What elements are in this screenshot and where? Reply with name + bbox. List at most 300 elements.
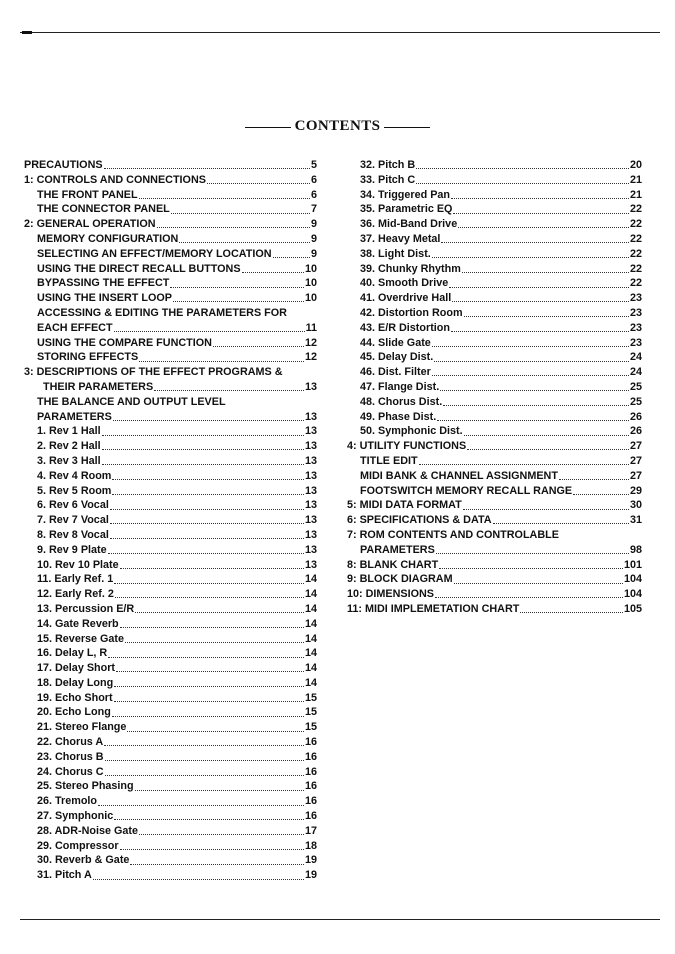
toc-leader-dots	[104, 168, 310, 169]
toc-entry[interactable]	[347, 202, 642, 217]
toc-leader-dots	[135, 790, 304, 791]
toc-entry[interactable]	[24, 868, 317, 883]
toc-page-number: 105	[623, 602, 642, 615]
toc-entry[interactable]	[24, 572, 317, 587]
toc-entry-label: 16. Delay L, R	[37, 647, 108, 660]
toc-entry-label: TITLE EDIT	[360, 454, 418, 467]
toc-leader-dots	[273, 257, 310, 258]
toc-page-number: 22	[629, 247, 642, 260]
toc-entry[interactable]	[24, 765, 317, 780]
toc-entry-label: 28. ADR-Noise Gate	[37, 824, 138, 837]
toc-leader-dots	[520, 612, 623, 613]
toc-entry-label: 46. Dist. Filter	[360, 366, 431, 379]
toc-entry-label: STORING EFFECTS	[37, 351, 139, 364]
toc-leader-dots	[419, 464, 629, 465]
toc-leader-dots	[463, 509, 629, 510]
toc-entry[interactable]	[24, 439, 317, 454]
toc-entry-label: BYPASSING THE EFFECT	[37, 277, 170, 290]
toc-leader-dots	[432, 257, 629, 258]
toc-leader-dots	[467, 449, 629, 450]
toc-entry-label: 36. Mid-Band Drive	[360, 218, 458, 231]
toc-page-number: 16	[304, 765, 317, 778]
toc-entry[interactable]	[347, 232, 642, 247]
toc-page-number: 10	[304, 277, 317, 290]
toc-page-number: 16	[304, 736, 317, 749]
toc-leader-dots	[416, 183, 629, 184]
toc-entry-label: 10. Rev 10 Plate	[37, 558, 119, 571]
toc-leader-dots	[170, 287, 304, 288]
toc-entry[interactable]	[347, 276, 642, 291]
toc-entry[interactable]	[24, 484, 317, 499]
toc-entry-label: 42. Distortion Room	[360, 306, 463, 319]
toc-page-number: 13	[304, 440, 317, 453]
toc-leader-dots	[98, 805, 304, 806]
toc-entry-label: 34. Triggered Pan	[360, 188, 451, 201]
toc-entry-label: PARAMETERS	[360, 543, 435, 556]
toc-leader-dots	[116, 671, 304, 672]
toc-page-number: 13	[304, 380, 317, 393]
toc-entry-label: 17. Delay Short	[37, 662, 116, 675]
toc-entry-label: 11. Early Ref. 1	[37, 573, 114, 586]
toc-leader-dots	[493, 523, 629, 524]
toc-entry[interactable]	[347, 321, 642, 336]
toc-entry-label: 6: SPECIFICATIONS & DATA	[347, 514, 492, 527]
toc-page-number: 23	[629, 292, 642, 305]
toc-leader-dots	[102, 449, 304, 450]
toc-leader-dots	[435, 597, 623, 598]
toc-leader-dots	[453, 213, 629, 214]
toc-page-number: 9	[310, 232, 317, 245]
toc-entry-label: 11: MIDI IMPLEMETATION CHART	[347, 602, 520, 615]
toc-leader-dots	[112, 494, 304, 495]
toc-entry[interactable]	[24, 705, 317, 720]
toc-entry-label: 47. Flange Dist.	[360, 380, 440, 393]
toc-leader-dots	[454, 583, 623, 584]
toc-page-number: 6	[310, 173, 317, 186]
toc-entry[interactable]	[24, 306, 317, 321]
toc-page-number: 16	[304, 750, 317, 763]
toc-entry[interactable]	[24, 676, 317, 691]
toc-entry[interactable]	[347, 558, 642, 573]
toc-entry-label: 5: MIDI DATA FORMAT	[347, 499, 462, 512]
toc-page-number: 9	[310, 247, 317, 260]
toc-page-number: 18	[304, 839, 317, 852]
toc-entry[interactable]	[24, 602, 317, 617]
toc-entry[interactable]	[347, 484, 642, 499]
toc-page-number: 23	[629, 336, 642, 349]
toc-leader-dots	[443, 405, 629, 406]
toc-entry[interactable]	[347, 454, 642, 469]
toc-entry-label: 12. Early Ref. 2	[37, 588, 114, 601]
toc-page-number: 13	[304, 543, 317, 556]
toc-entry[interactable]	[24, 395, 317, 410]
toc-entry-label: 5. Rev 5 Room	[37, 484, 112, 497]
contents-heading	[0, 118, 675, 135]
toc-entry[interactable]	[347, 173, 642, 188]
toc-page-number: 13	[304, 425, 317, 438]
toc-page-number: 13	[304, 514, 317, 527]
toc-page-number: 10	[304, 262, 317, 275]
toc-page-number: 104	[623, 588, 642, 601]
toc-page-number: 5	[310, 159, 317, 171]
toc-entry-label: 9. Rev 9 Plate	[37, 543, 107, 556]
toc-entry[interactable]	[24, 809, 317, 824]
toc-entry-label: 1. Rev 1 Hall	[37, 425, 101, 438]
toc-leader-dots	[130, 864, 304, 865]
toc-page-number: 15	[304, 691, 317, 704]
toc-entry-label: 25. Stereo Phasing	[37, 780, 134, 793]
toc-page-number: 16	[304, 810, 317, 823]
toc-page-number: 23	[629, 321, 642, 334]
toc-page-number: 15	[304, 706, 317, 719]
toc-entry[interactable]	[347, 350, 642, 365]
toc-page-number: 7	[310, 203, 317, 216]
toc-page-number: 21	[629, 173, 642, 186]
toc-page-number: 104	[623, 573, 642, 586]
toc-right-column	[347, 158, 642, 617]
toc-leader-dots	[157, 227, 310, 228]
toc-entry[interactable]	[24, 794, 317, 809]
toc-page-number: 14	[304, 632, 317, 645]
toc-entry-label: 43. E/R Distortion	[360, 321, 450, 334]
toc-leader-dots	[120, 849, 304, 850]
toc-leader-dots	[110, 523, 304, 524]
toc-entry-label: 8. Rev 8 Vocal	[37, 528, 109, 541]
toc-leader-dots	[207, 183, 310, 184]
toc-entry[interactable]	[24, 498, 317, 513]
toc-page-number: 98	[629, 543, 642, 556]
toc-page-number: 30	[629, 499, 642, 512]
toc-page-number: 26	[629, 425, 642, 438]
toc-entry-label: 35. Parametric EQ	[360, 203, 453, 216]
toc-entry[interactable]	[347, 380, 642, 395]
toc-leader-dots	[113, 420, 304, 421]
toc-page-number: 14	[304, 647, 317, 660]
toc-page-number: 23	[629, 306, 642, 319]
toc-entry[interactable]	[347, 395, 642, 410]
toc-entry-label: 30. Reverb & Gate	[37, 854, 130, 867]
toc-entry-label: 22. Chorus A	[37, 736, 104, 749]
toc-entry[interactable]	[347, 365, 642, 380]
toc-page-number: 13	[304, 499, 317, 512]
toc-entry[interactable]	[347, 543, 642, 558]
toc-leader-dots	[127, 731, 304, 732]
toc-leader-dots	[432, 346, 629, 347]
toc-entry-label: EACH EFFECT	[37, 321, 113, 334]
toc-entry-label: 14. Gate Reverb	[37, 617, 119, 630]
toc-page-number: 27	[629, 454, 642, 467]
toc-leader-dots	[110, 538, 304, 539]
toc-entry[interactable]	[24, 365, 317, 380]
toc-entry[interactable]	[347, 424, 642, 439]
toc-entry-label: 29. Compressor	[37, 839, 119, 852]
toc-leader-dots	[440, 390, 629, 391]
toc-entry-label: 48. Chorus Dist.	[360, 395, 443, 408]
toc-entry[interactable]	[24, 469, 317, 484]
toc-entry-label: PARAMETERS	[37, 410, 112, 423]
toc-entry[interactable]	[24, 173, 317, 188]
toc-page-number: 14	[304, 676, 317, 689]
toc-page-number: 13	[304, 410, 317, 423]
toc-leader-dots	[104, 745, 304, 746]
toc-page-number: 22	[629, 277, 642, 290]
toc-leader-dots	[213, 346, 304, 347]
toc-entry[interactable]	[24, 558, 317, 573]
toc-entry-label: 4. Rev 4 Room	[37, 469, 112, 482]
toc-leader-dots	[573, 494, 629, 495]
toc-page-number: 19	[304, 869, 317, 882]
toc-entry[interactable]	[24, 217, 317, 232]
toc-entry[interactable]	[24, 779, 317, 794]
toc-entry-label: PRECAUTIONS	[24, 159, 103, 171]
toc-page-number: 12	[304, 351, 317, 364]
toc-page-number: 27	[629, 469, 642, 482]
toc-page-number: 25	[629, 380, 642, 393]
toc-entry[interactable]	[347, 602, 642, 617]
toc-entry[interactable]	[24, 336, 317, 351]
toc-entry[interactable]	[24, 410, 317, 425]
toc-entry[interactable]	[347, 587, 642, 602]
toc-page-number: 31	[629, 514, 642, 527]
toc-leader-dots	[452, 301, 629, 302]
toc-leader-dots	[105, 760, 304, 761]
toc-entry-label: 26. Tremolo	[37, 795, 98, 808]
toc-entry[interactable]	[347, 247, 642, 262]
toc-entry[interactable]	[24, 839, 317, 854]
toc-leader-dots	[102, 464, 304, 465]
toc-page-number: 6	[310, 188, 317, 201]
toc-page-number: 15	[304, 721, 317, 734]
toc-entry-label: 45. Delay Dist.	[360, 351, 434, 364]
toc-entry-label: 49. Phase Dist.	[360, 410, 437, 423]
top-rule-mark	[22, 31, 32, 34]
toc-page-number: 13	[304, 484, 317, 497]
toc-entry-label: SELECTING AN EFFECT/MEMORY LOCATION	[37, 247, 272, 260]
toc-page-number: 22	[629, 232, 642, 245]
toc-entry[interactable]	[347, 336, 642, 351]
toc-entry[interactable]	[347, 217, 642, 232]
toc-entry[interactable]	[347, 188, 642, 203]
toc-entry-label: 3. Rev 3 Hall	[37, 454, 101, 467]
toc-entry[interactable]	[347, 306, 642, 321]
toc-leader-dots	[139, 198, 310, 199]
title-rule-left	[245, 127, 291, 128]
toc-leader-dots	[464, 435, 629, 436]
toc-entry-label: USING THE COMPARE FUNCTION	[37, 336, 212, 349]
toc-page-number: 22	[629, 218, 642, 231]
toc-page-number: 14	[304, 573, 317, 586]
toc-entry[interactable]	[24, 247, 317, 262]
toc-entry-label: MIDI BANK & CHANNEL ASSIGNMENT	[360, 469, 558, 482]
toc-leader-dots	[125, 642, 304, 643]
toc-entry[interactable]	[24, 543, 317, 558]
toc-entry-label: ACCESSING & EDITING THE PARAMETERS FOR	[37, 306, 287, 319]
toc-leader-dots	[105, 775, 304, 776]
toc-entry[interactable]	[347, 410, 642, 425]
toc-entry-label: 44. Slide Gate	[360, 336, 431, 349]
toc-entry[interactable]	[24, 350, 317, 365]
toc-entry-label: 37. Heavy Metal	[360, 232, 441, 245]
toc-entry[interactable]	[24, 454, 317, 469]
toc-entry[interactable]	[347, 498, 642, 513]
toc-entry-label: 27. Symphonic	[37, 810, 114, 823]
toc-entry-label: 4: UTILITY FUNCTIONS	[347, 440, 467, 453]
toc-leader-dots	[462, 272, 629, 273]
toc-page-number: 25	[629, 395, 642, 408]
toc-entry[interactable]	[24, 691, 317, 706]
toc-entry-label: 8: BLANK CHART	[347, 558, 439, 571]
toc-entry[interactable]	[24, 276, 317, 291]
toc-leader-dots	[171, 213, 310, 214]
toc-entry-label: 1: CONTROLS AND CONNECTIONS	[24, 173, 206, 186]
toc-leader-dots	[139, 834, 304, 835]
toc-entry[interactable]	[24, 380, 317, 395]
toc-entry-label: THE BALANCE AND OUTPUT LEVEL	[37, 395, 226, 408]
toc-page-number: 24	[629, 366, 642, 379]
toc-entry[interactable]	[347, 513, 642, 528]
toc-entry-label: 38. Light Dist.	[360, 247, 431, 260]
toc-entry-label: 6. Rev 6 Vocal	[37, 499, 109, 512]
toc-page-number: 101	[623, 558, 642, 571]
toc-leader-dots	[114, 701, 304, 702]
toc-entry[interactable]	[24, 528, 317, 543]
top-rule	[20, 32, 660, 33]
toc-entry-label: 23. Chorus B	[37, 750, 104, 763]
toc-leader-dots	[416, 168, 629, 169]
page-title: CONTENTS	[294, 118, 381, 134]
toc-entry[interactable]	[347, 439, 642, 454]
toc-entry[interactable]	[24, 262, 317, 277]
toc-entry-label: 15. Reverse Gate	[37, 632, 125, 645]
toc-page-number: 12	[304, 336, 317, 349]
toc-entry[interactable]	[24, 617, 317, 632]
toc-entry[interactable]	[24, 202, 317, 217]
toc-entry[interactable]	[347, 469, 642, 484]
toc-leader-dots	[115, 597, 304, 598]
toc-leader-dots	[114, 331, 305, 332]
toc-entry[interactable]	[24, 646, 317, 661]
toc-page-number: 16	[304, 780, 317, 793]
toc-entry-label: 24. Chorus C	[37, 765, 104, 778]
toc-page-number: 13	[304, 528, 317, 541]
toc-leader-dots	[449, 287, 629, 288]
toc-left-column	[24, 158, 317, 883]
toc-entry[interactable]	[24, 735, 317, 750]
toc-leader-dots	[114, 819, 304, 820]
toc-entry-label: MEMORY CONFIGURATION	[37, 232, 179, 245]
toc-entry-label: 32. Pitch B	[360, 159, 416, 171]
toc-leader-dots	[135, 612, 304, 613]
toc-entry[interactable]	[347, 158, 642, 173]
toc-leader-dots	[112, 716, 304, 717]
toc-entry-label: 40. Smooth Drive	[360, 277, 449, 290]
toc-page-number: 9	[310, 218, 317, 231]
toc-leader-dots	[179, 242, 310, 243]
toc-page-number: 29	[629, 484, 642, 497]
toc-entry[interactable]	[24, 232, 317, 247]
toc-leader-dots	[112, 479, 304, 480]
toc-leader-dots	[436, 553, 629, 554]
toc-page-number: 14	[304, 662, 317, 675]
toc-leader-dots	[114, 686, 304, 687]
toc-entry[interactable]	[347, 572, 642, 587]
toc-page-number: 14	[304, 602, 317, 615]
toc-leader-dots	[108, 553, 304, 554]
toc-entry-label: 10: DIMENSIONS	[347, 588, 434, 601]
toc-entry-label: 31. Pitch A	[37, 869, 92, 882]
toc-entry-label: 9: BLOCK DIAGRAM	[347, 573, 453, 586]
toc-entry[interactable]	[24, 824, 317, 839]
toc-entry[interactable]	[24, 587, 317, 602]
toc-entry-label: 18. Delay Long	[37, 676, 114, 689]
toc-entry-label: FOOTSWITCH MEMORY RECALL RANGE	[360, 484, 573, 497]
toc-leader-dots	[102, 435, 304, 436]
toc-entry-label: 19. Echo Short	[37, 691, 113, 704]
toc-page-number: 20	[629, 159, 642, 171]
toc-leader-dots	[110, 509, 304, 510]
toc-page-number: 26	[629, 410, 642, 423]
toc-entry[interactable]	[24, 661, 317, 676]
toc-entry[interactable]	[24, 720, 317, 735]
toc-leader-dots	[120, 568, 304, 569]
toc-leader-dots	[458, 227, 629, 228]
toc-entry-label: USING THE INSERT LOOP	[37, 292, 172, 305]
toc-page-number: 13	[304, 454, 317, 467]
toc-entry-label: THE CONNECTOR PANEL	[37, 203, 170, 216]
toc-entry[interactable]	[347, 291, 642, 306]
toc-entry-label: 41. Overdrive Hall	[360, 292, 452, 305]
toc-leader-dots	[173, 301, 304, 302]
toc-page-number: 19	[304, 854, 317, 867]
toc-entry[interactable]	[24, 513, 317, 528]
toc-leader-dots	[242, 272, 304, 273]
toc-entry[interactable]	[24, 188, 317, 203]
toc-page-number: 14	[304, 617, 317, 630]
toc-page-number: 13	[304, 469, 317, 482]
toc-entry-label: 33. Pitch C	[360, 173, 416, 186]
toc-page-number: 17	[304, 824, 317, 837]
toc-entry[interactable]	[24, 853, 317, 868]
toc-entry-label: 2: GENERAL OPERATION	[24, 218, 156, 231]
toc-leader-dots	[437, 420, 629, 421]
toc-leader-dots	[432, 375, 629, 376]
toc-leader-dots	[154, 390, 304, 391]
toc-page-number: 11	[305, 321, 317, 334]
toc-leader-dots	[451, 198, 629, 199]
toc-page-number: 10	[304, 292, 317, 305]
toc-entry-label: 21. Stereo Flange	[37, 721, 127, 734]
toc-entry-label: 20. Echo Long	[37, 706, 111, 719]
toc-entry-label: 13. Percussion E/R	[37, 602, 135, 615]
toc-entry[interactable]	[24, 424, 317, 439]
toc-entry[interactable]	[347, 528, 642, 543]
toc-entry[interactable]	[24, 321, 317, 336]
toc-entry[interactable]	[24, 291, 317, 306]
toc-leader-dots	[139, 361, 304, 362]
toc-entry[interactable]	[347, 262, 642, 277]
toc-page-number: 22	[629, 203, 642, 216]
toc-leader-dots	[120, 627, 304, 628]
toc-entry-label: THEIR PARAMETERS	[43, 380, 154, 393]
toc-entry-label: 3: DESCRIPTIONS OF THE EFFECT PROGRAMS &	[24, 366, 283, 379]
toc-page-number: 13	[304, 558, 317, 571]
toc-entry[interactable]	[24, 158, 317, 173]
toc-leader-dots	[108, 657, 304, 658]
toc-page-number: 22	[629, 262, 642, 275]
toc-entry[interactable]	[24, 750, 317, 765]
toc-entry[interactable]	[24, 632, 317, 647]
toc-entry-label: 39. Chunky Rhythm	[360, 262, 461, 275]
